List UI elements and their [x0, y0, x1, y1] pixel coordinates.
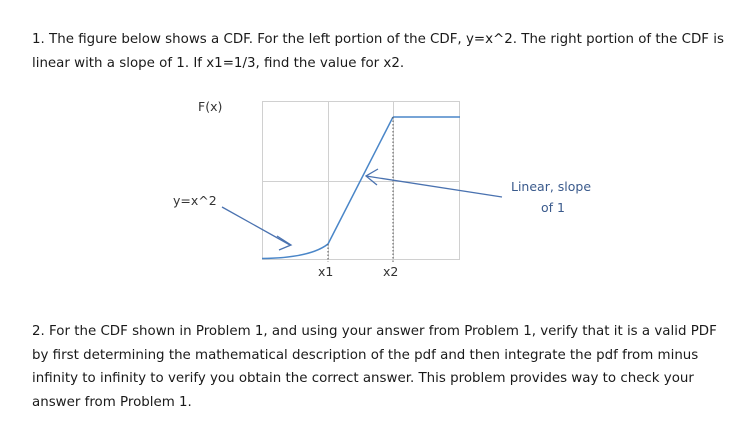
- linear-annotation-line-1: Linear, slope: [511, 179, 592, 194]
- y-axis-label: F(x): [198, 99, 223, 114]
- problem-2-text: 2. For the CDF shown in Problem 1, and using your answer from Problem 1, verify that it is a valid PDF by first determining the mathematical description of the pdf and then integrate the pdf from minus infinity to infinity to verify you obtain the correct answer. This problem provides way to check your answer from Problem 1.: [32, 324, 717, 410]
- cdf-quadratic-segment: [262, 244, 328, 259]
- cdf-linear-segment: [328, 117, 393, 244]
- linear-pointer-arrow: [366, 169, 502, 197]
- quadratic-pointer-arrow: [222, 207, 291, 250]
- x1-tick-label: x1: [318, 264, 334, 279]
- linear-annotation-line-2: of 1: [541, 200, 565, 215]
- quadratic-annotation: y=x^2: [173, 193, 217, 208]
- x2-tick-label: x2: [383, 264, 399, 279]
- problem-1-text: 1. The figure below shows a CDF. For the left portion of the CDF, y=x^2. The right portion of the CDF is linear with a slope of 1. If x1=1/3, find the value for x2.: [32, 32, 724, 71]
